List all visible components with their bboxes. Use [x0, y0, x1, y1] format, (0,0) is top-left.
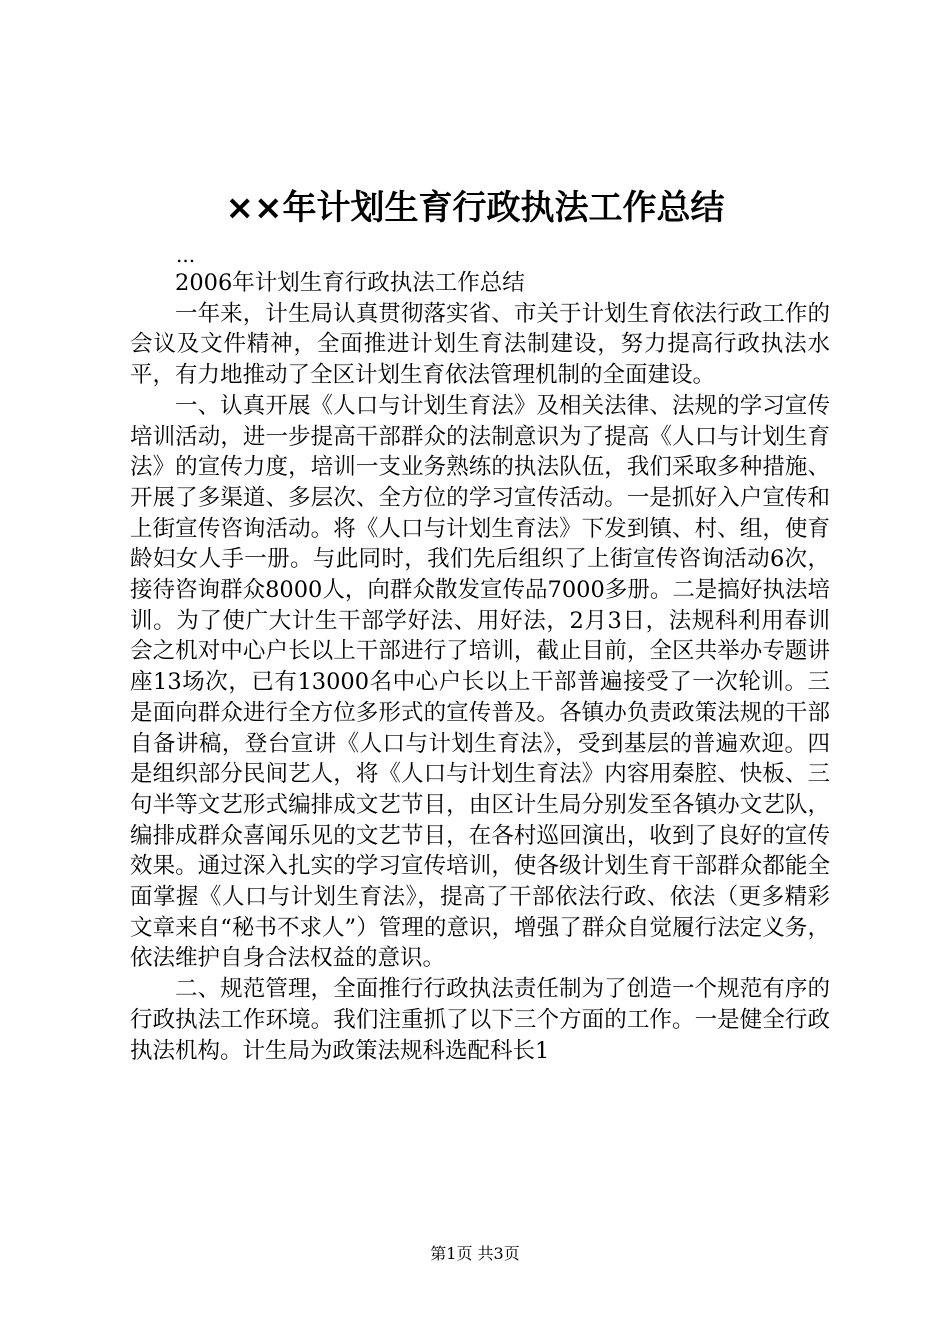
ellipsis-text: ... — [176, 243, 196, 267]
document-body — [130, 268, 830, 1066]
paragraph-section-1: 一、认真开展《人口与计划生育法》及相关法律、法规的学习宣传培训活动，进一步提高干部群众的法制意识为了提高《人口与计划生育法》的宣传力度，培训一支业务熟练的执法队伍，我们采取多种措施、开展了多渠道、多层次、全方位的学习宣传活动。一是抓好入户宣传和上街宣传咨询活动。将《人口与计划生育法》下发到镇、村、组，使育龄妇女人手一册。与此同时，我们先后组织了上街宣传咨询活动6次，接待咨询群众8000人，向群众散发宣传品7000多册。二是搞好执法培训。为了使广大计生干部学好法、用好法，2月3日，法规科利用春训会之机对中心户长以上干部进行了培训，截止目前，全区共举办专题讲座13场次，已有13000名中心户长以上干部普遍接受了一次轮训。三是面向群众进行全方位多形式的宣传普及。各镇办负责政策法规的干部自备讲稿，登台宣讲《人口与计划生育法》，受到基层的普遍欢迎。四是组织部分民间艺人，将《人口与计划生育法》内容用秦腔、快板、三句半等文艺形式编排成文艺节目，由区计生局分别发至各镇办文艺队，编排成群众喜闻乐见的文艺节目，在各村巡回演出，收到了良好的宣传效果。通过深入扎实的学习宣传培训，使各级计划生育干部群众都能全面掌握《人口与计划生育法》，提高了干部依法行政、依法（更多精彩文章来自“秘书不求人”）管理的意识，增强了群众自觉履行法定义务，依法维护自身合法权益的意识。 — [130, 392, 830, 972]
paragraph-subtitle: 2006年计划生育行政执法工作总结 — [175, 270, 525, 296]
document-title: ××年计划生育行政执法工作总结 — [225, 188, 725, 228]
page-footer: 第1页 共3页 — [430, 1244, 520, 1263]
paragraph-section-2: 二、规范管理，全面推行行政执法责任制为了创造一个规范有序的行政执法工作环境。我们注重抓了以下三个方面的工作。一是健全行政执法机构。计生局为政策法规科选配科长1 — [130, 976, 830, 1064]
paragraph-intro: 一年来，计生局认真贯彻落实省、市关于计划生育依法行政工作的会议及文件精神，全面推进计划生育法制建设，努力提高行政执法水平，有力地推动了全区计划生育依法管理机制的全面建设。 — [130, 300, 830, 389]
